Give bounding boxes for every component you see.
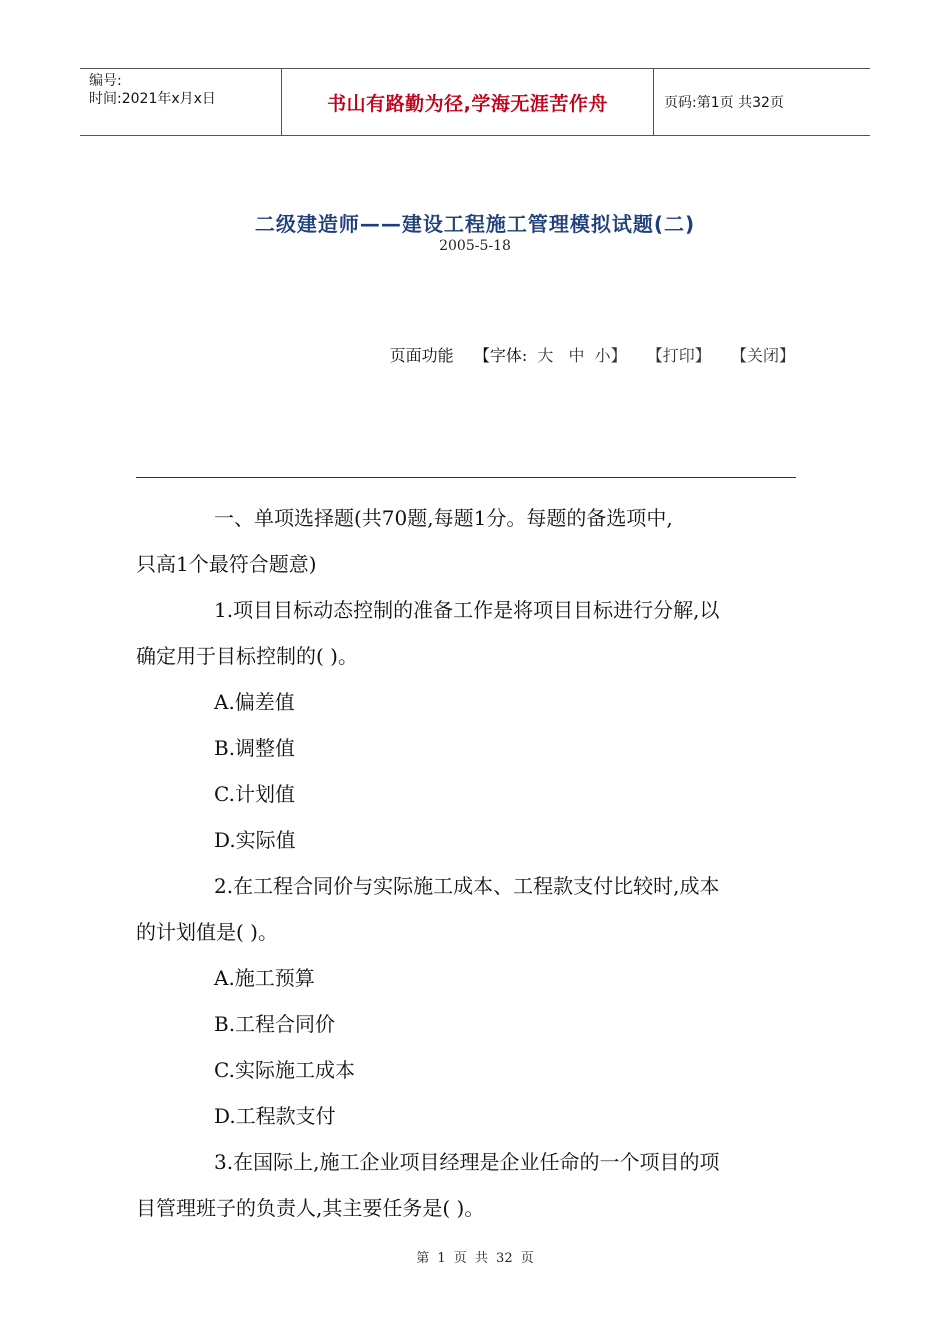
question-1-option-a: A.偏差值 [214, 690, 295, 714]
font-medium-link[interactable]: 中 [568, 346, 585, 365]
header-meta [80, 69, 282, 135]
question-2-option-b: B.工程合同价 [214, 1012, 336, 1036]
question-3-stem-line2: 目管理班子的负责人,其主要任务是( )。 [136, 1196, 485, 1220]
document-title: 二级建造师——建设工程施工管理模拟试题(二) [254, 212, 696, 236]
section-heading-line1: 一、单项选择题(共70题,每题1分。每题的备选项中, [214, 506, 673, 530]
time-label: 时间:2021年x月x日 [89, 91, 216, 107]
question-2-option-c: C.实际施工成本 [214, 1058, 355, 1082]
font-large-link[interactable]: 大 [537, 346, 554, 365]
question-2-option-a: A.施工预算 [214, 966, 315, 990]
header-motto: 书山有路勤为径,学海无涯苦作舟 [282, 69, 654, 135]
question-1-option-d: D.实际值 [214, 828, 296, 852]
question-1-stem-line1: 1.项目目标动态控制的准备工作是将项目目标进行分解,以 [214, 598, 720, 622]
document-header [80, 68, 870, 136]
divider-line [136, 477, 796, 478]
close-link[interactable]: 【关闭】 [730, 346, 795, 365]
question-3-stem-line1: 3.在国际上,施工企业项目经理是企业任命的一个项目的项 [214, 1150, 720, 1174]
print-link[interactable]: 【打印】 [646, 346, 711, 365]
page-function-bar [390, 343, 795, 366]
serial-label: 编号: [89, 73, 122, 89]
question-2-stem-line1: 2.在工程合同价与实际施工成本、工程款支付比较时,成本 [214, 874, 720, 898]
question-2-stem-line2: 的计划值是( )。 [136, 920, 278, 944]
font-size-label: 【字体: [473, 346, 528, 365]
question-2-option-d: D.工程款支付 [214, 1104, 336, 1128]
section-heading-line2: 只高1个最符合题意) [136, 552, 317, 576]
document-body [136, 495, 796, 1231]
header-page-info: 页码:第1页 共32页 [664, 95, 784, 111]
question-1-option-b: B.调整值 [214, 736, 296, 760]
font-small-link[interactable]: 小】 [594, 346, 627, 365]
question-1-stem-line2: 确定用于目标控制的( )。 [136, 644, 358, 668]
page-footer: 第 1 页 共 32 页 [416, 1251, 534, 1266]
question-1-option-c: C.计划值 [214, 782, 295, 806]
document-date: 2005-5-18 [439, 238, 511, 254]
page-function-label: 页面功能 [389, 346, 454, 365]
